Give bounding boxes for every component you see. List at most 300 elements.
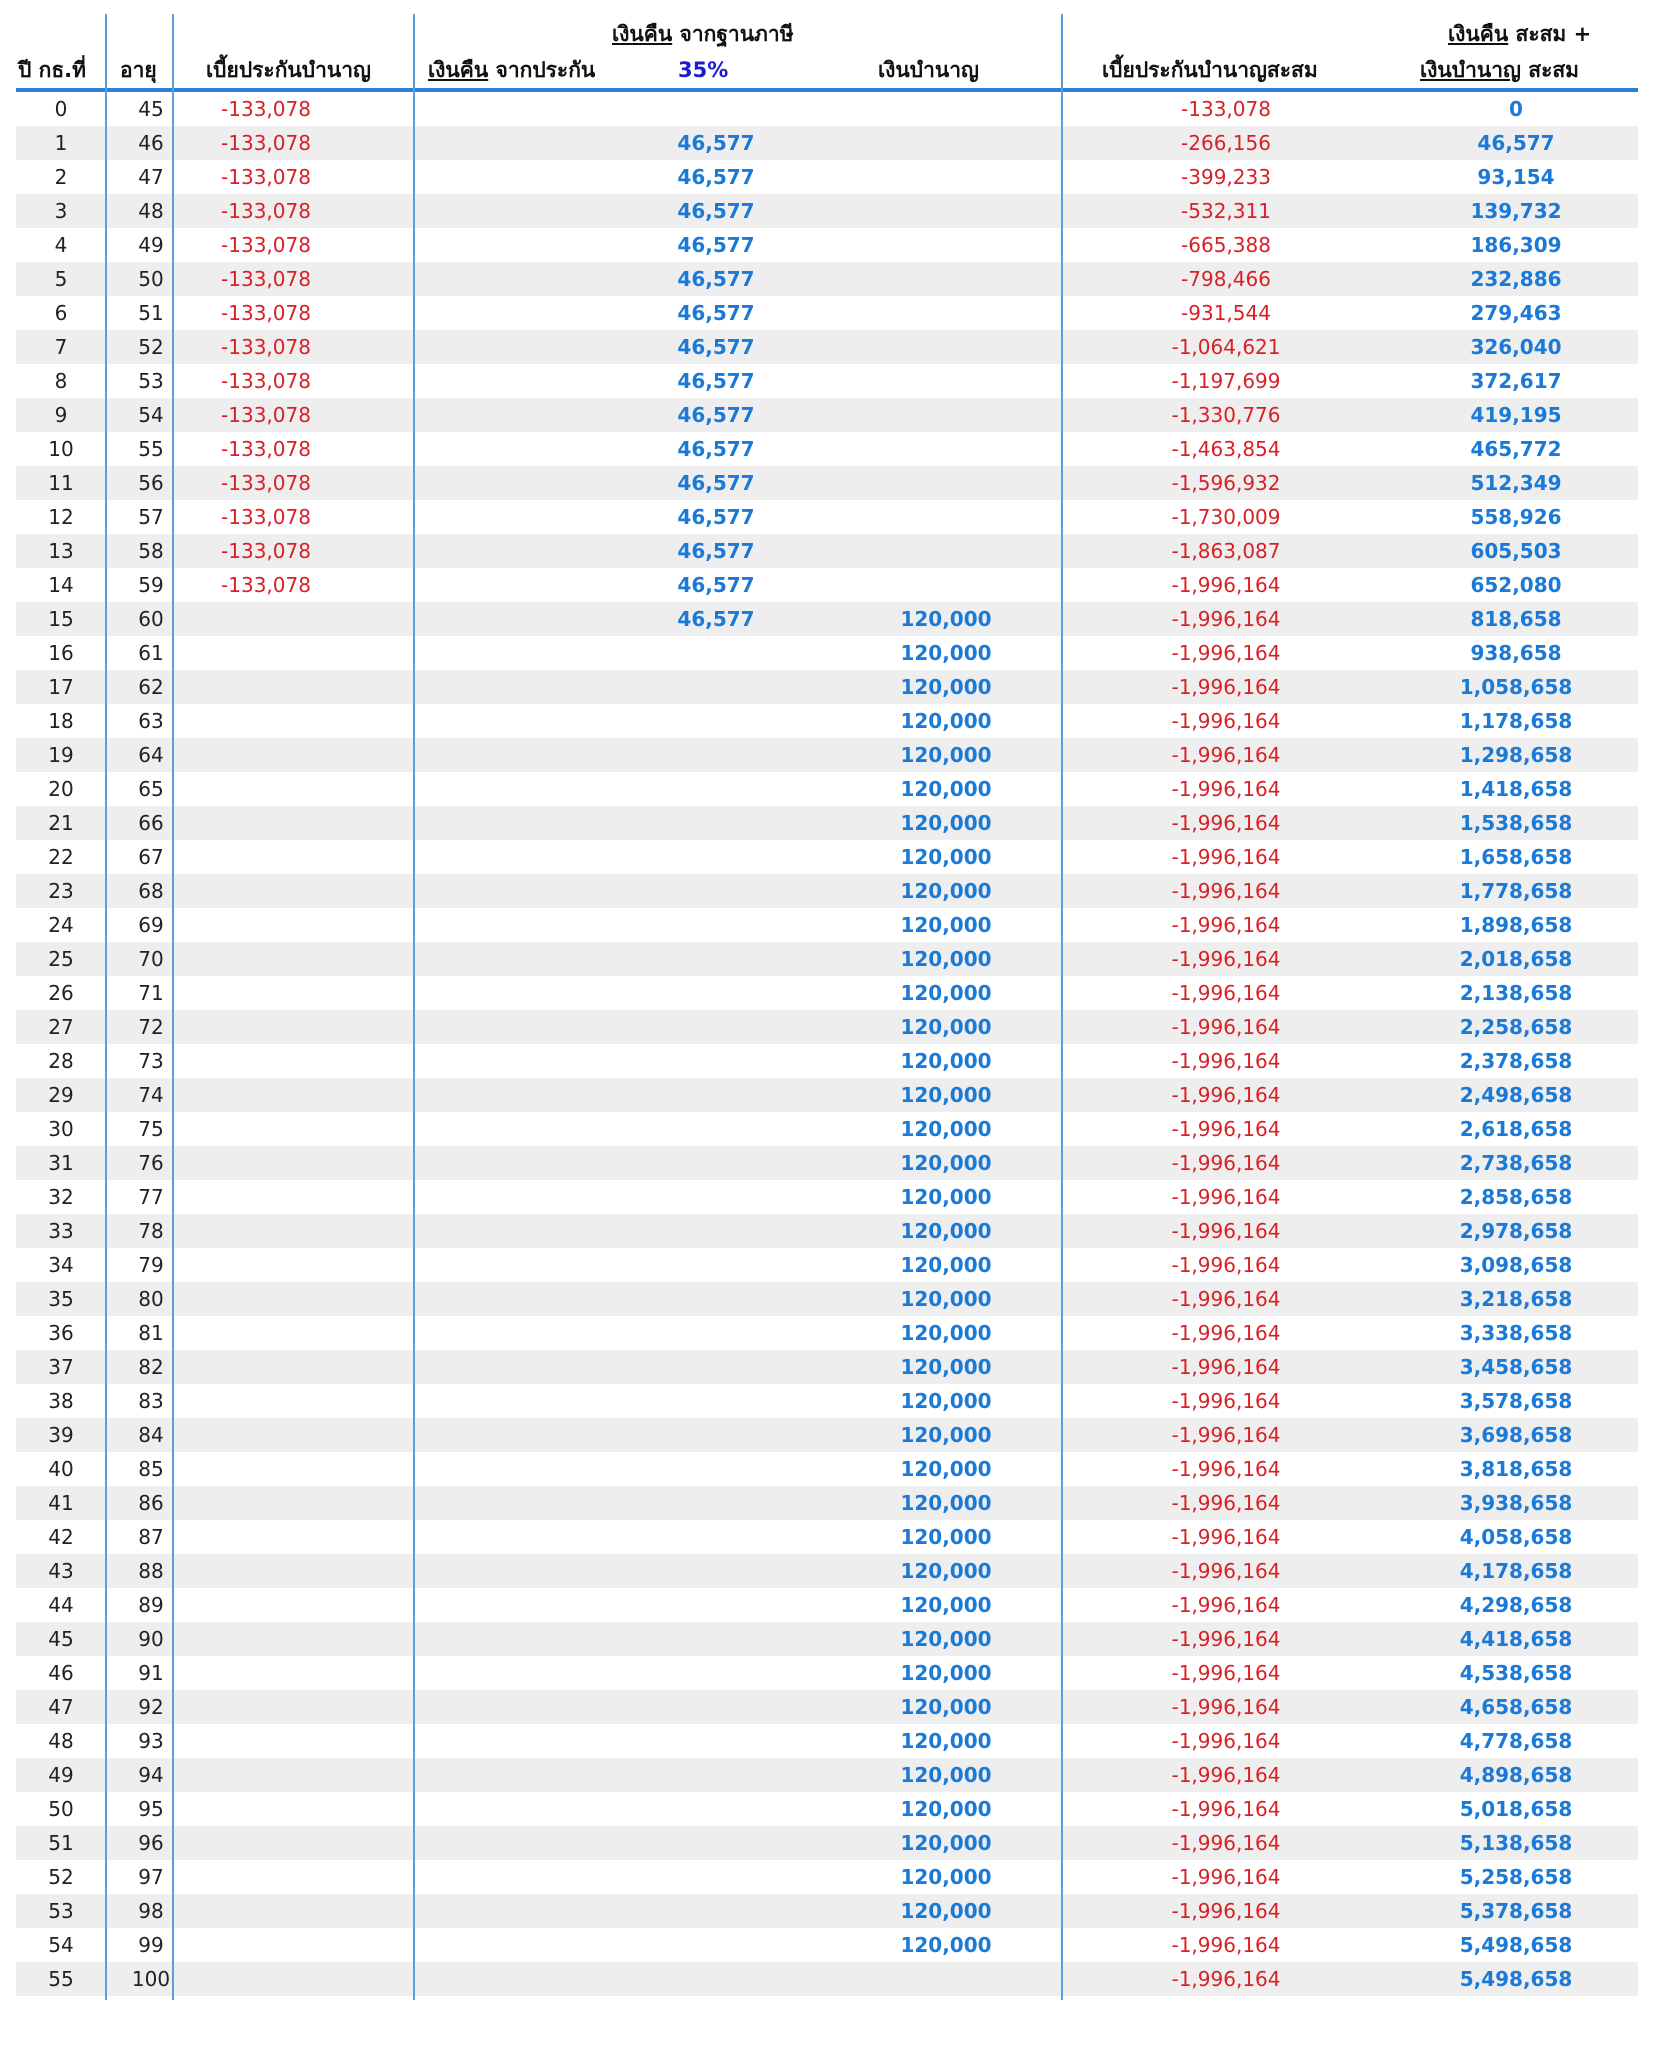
pension-cell: 120,000 (900, 1661, 992, 1685)
table-row (16, 466, 1638, 500)
cumulative-premium-cell: -1,996,164 (1171, 1967, 1281, 1991)
year-cell: 0 (54, 97, 68, 121)
premium-cell (166, 1214, 366, 1248)
cumulative-total-cell: 93,154 (1477, 165, 1555, 189)
cumulative-total-cell: 4,538,658 (1459, 1661, 1573, 1685)
age-cell: 57 (138, 505, 164, 529)
age-cell: 48 (138, 199, 164, 223)
table-row (16, 1622, 1638, 1656)
table-row (16, 1146, 1638, 1180)
table-row (16, 568, 1638, 602)
pension-cell: 120,000 (900, 1287, 992, 1311)
premium-cell: -133,078 (221, 165, 311, 189)
cumulative-total-cell: 1,538,658 (1459, 811, 1573, 835)
year-cell: 35 (48, 1287, 74, 1311)
age-cell: 85 (138, 1457, 164, 1481)
age-cell: 72 (138, 1015, 164, 1039)
cumulative-total-cell: 0 (1509, 97, 1523, 121)
pension-cell: 120,000 (900, 1355, 992, 1379)
age-cell: 51 (138, 301, 164, 325)
table-row (16, 670, 1638, 704)
cumulative-premium-cell: -1,996,164 (1171, 947, 1281, 971)
table-row (16, 500, 1638, 534)
premium-cell: -133,078 (221, 403, 311, 427)
pension-cell (796, 500, 1096, 534)
cumulative-total-cell: 1,658,658 (1459, 845, 1573, 869)
table-row (16, 432, 1638, 466)
table-row (16, 296, 1638, 330)
age-cell: 60 (138, 607, 164, 631)
year-cell: 48 (48, 1729, 74, 1753)
cumulative-premium-cell: -1,996,164 (1171, 845, 1281, 869)
age-cell: 49 (138, 233, 164, 257)
cumulative-premium-cell: -1,996,164 (1171, 1831, 1281, 1855)
cumulative-premium-cell: -1,996,164 (1171, 1491, 1281, 1515)
cumulative-total-cell: 5,258,658 (1459, 1865, 1573, 1889)
year-cell: 18 (48, 709, 74, 733)
table-row (16, 1894, 1638, 1928)
cumulative-total-cell: 1,418,658 (1459, 777, 1573, 801)
pension-cell: 120,000 (900, 743, 992, 767)
premium-cell (166, 1656, 366, 1690)
table-row (16, 1690, 1638, 1724)
cumulative-total-cell: 2,498,658 (1459, 1083, 1573, 1107)
pension-cell: 120,000 (900, 1899, 992, 1923)
pension-cell: 120,000 (900, 1117, 992, 1141)
refund-cell: 46,577 (677, 233, 755, 257)
cumulative-premium-cell: -1,996,164 (1171, 1015, 1281, 1039)
cumulative-premium-cell: -1,996,164 (1171, 1627, 1281, 1651)
year-cell: 29 (48, 1083, 74, 1107)
refund-cell: 46,577 (677, 199, 755, 223)
cumulative-premium-cell: -1,996,164 (1171, 1865, 1281, 1889)
age-cell: 71 (138, 981, 164, 1005)
cumulative-premium-cell: -931,544 (1181, 301, 1271, 325)
premium-cell (166, 772, 366, 806)
table-row (16, 262, 1638, 296)
header-cumulative-total-d: สะสม (1520, 58, 1580, 82)
premium-cell (166, 1146, 366, 1180)
age-cell: 96 (138, 1831, 164, 1855)
pension-cell: 120,000 (900, 777, 992, 801)
pension-cell: 120,000 (900, 1219, 992, 1243)
premium-cell (166, 1928, 366, 1962)
pension-cell: 120,000 (900, 879, 992, 903)
premium-cell (166, 1418, 366, 1452)
table-row (16, 772, 1638, 806)
pension-cell (796, 432, 1096, 466)
table-row (16, 126, 1638, 160)
premium-cell: -133,078 (221, 539, 311, 563)
cumulative-premium-cell: -1,330,776 (1171, 403, 1281, 427)
year-cell: 26 (48, 981, 74, 1005)
cumulative-total-cell: 5,498,658 (1459, 1967, 1573, 1991)
premium-cell (166, 704, 366, 738)
year-cell: 7 (54, 335, 68, 359)
column-divider (105, 14, 107, 2000)
table-row (16, 1112, 1638, 1146)
premium-cell: -133,078 (221, 97, 311, 121)
premium-cell (166, 1112, 366, 1146)
cumulative-premium-cell: -1,996,164 (1171, 743, 1281, 767)
premium-cell (166, 1078, 366, 1112)
cumulative-total-cell: 1,058,658 (1459, 675, 1573, 699)
year-cell: 9 (54, 403, 68, 427)
premium-cell (166, 1894, 366, 1928)
cumulative-total-cell: 652,080 (1470, 573, 1562, 597)
cumulative-total-cell: 818,658 (1470, 607, 1562, 631)
age-cell: 61 (138, 641, 164, 665)
table-row (16, 330, 1638, 364)
pension-cell (796, 228, 1096, 262)
cumulative-premium-cell: -665,388 (1181, 233, 1271, 257)
premium-cell: -133,078 (221, 233, 311, 257)
year-cell: 14 (48, 573, 74, 597)
table-row (16, 398, 1638, 432)
cumulative-premium-cell: -1,996,164 (1171, 811, 1281, 835)
year-cell: 3 (54, 199, 68, 223)
pension-cell (796, 92, 1096, 126)
year-cell: 34 (48, 1253, 74, 1277)
pension-cell: 120,000 (900, 947, 992, 971)
year-cell: 21 (48, 811, 74, 835)
age-cell: 81 (138, 1321, 164, 1345)
refund-cell: 46,577 (677, 573, 755, 597)
table-row (16, 1826, 1638, 1860)
age-cell: 89 (138, 1593, 164, 1617)
cumulative-premium-cell: -1,996,164 (1171, 1151, 1281, 1175)
cumulative-premium-cell: -1,996,164 (1171, 913, 1281, 937)
year-cell: 11 (48, 471, 74, 495)
pension-cell: 120,000 (900, 641, 992, 665)
pension-cell (796, 330, 1096, 364)
premium-cell: -133,078 (221, 199, 311, 223)
cumulative-premium-cell: -1,996,164 (1171, 1321, 1281, 1345)
cumulative-premium-cell: -266,156 (1181, 131, 1271, 155)
cumulative-total-cell: 4,658,658 (1459, 1695, 1573, 1719)
cumulative-premium-cell: -1,996,164 (1171, 573, 1281, 597)
table-row (16, 1180, 1638, 1214)
premium-cell (166, 1588, 366, 1622)
refund-cell: 46,577 (677, 505, 755, 529)
year-cell: 41 (48, 1491, 74, 1515)
header-age: อายุ (120, 58, 157, 82)
pension-cell: 120,000 (900, 1423, 992, 1447)
cumulative-total-cell: 605,503 (1470, 539, 1562, 563)
premium-cell (166, 908, 366, 942)
table-row (16, 1248, 1638, 1282)
cumulative-total-cell: 4,298,658 (1459, 1593, 1573, 1617)
cumulative-premium-cell: -1,996,164 (1171, 879, 1281, 903)
cumulative-total-cell: 2,378,658 (1459, 1049, 1573, 1073)
age-cell: 64 (138, 743, 164, 767)
table-row (16, 1282, 1638, 1316)
premium-cell (166, 1758, 366, 1792)
age-cell: 79 (138, 1253, 164, 1277)
pension-cell: 120,000 (900, 1797, 992, 1821)
age-cell: 65 (138, 777, 164, 801)
premium-cell (166, 1554, 366, 1588)
cumulative-premium-cell: -1,730,009 (1171, 505, 1281, 529)
cumulative-premium-cell: -1,064,621 (1171, 335, 1281, 359)
premium-cell: -133,078 (221, 369, 311, 393)
pension-cell (796, 364, 1096, 398)
year-cell: 23 (48, 879, 74, 903)
age-cell: 75 (138, 1117, 164, 1141)
cumulative-total-cell: 2,138,658 (1459, 981, 1573, 1005)
cumulative-total-cell: 3,578,658 (1459, 1389, 1573, 1413)
premium-cell: -133,078 (221, 471, 311, 495)
cumulative-premium-cell: -1,863,087 (1171, 539, 1281, 563)
premium-cell (166, 1520, 366, 1554)
premium-cell (166, 1724, 366, 1758)
cumulative-total-cell: 2,618,658 (1459, 1117, 1573, 1141)
age-cell: 77 (138, 1185, 164, 1209)
age-cell: 92 (138, 1695, 164, 1719)
cumulative-premium-cell: -1,996,164 (1171, 1797, 1281, 1821)
cumulative-premium-cell: -1,996,164 (1171, 1355, 1281, 1379)
table-row (16, 1350, 1638, 1384)
premium-cell (166, 1486, 366, 1520)
year-cell: 25 (48, 947, 74, 971)
cumulative-premium-cell: -1,996,164 (1171, 1185, 1281, 1209)
cumulative-total-cell: 3,338,658 (1459, 1321, 1573, 1345)
column-divider (172, 14, 174, 2000)
year-cell: 43 (48, 1559, 74, 1583)
cumulative-total-cell: 326,040 (1470, 335, 1562, 359)
pension-cell: 120,000 (900, 1389, 992, 1413)
cumulative-total-cell: 938,658 (1470, 641, 1562, 665)
pension-cell (796, 568, 1096, 602)
premium-cell: -133,078 (221, 573, 311, 597)
table-row (16, 1758, 1638, 1792)
cumulative-premium-cell: -133,078 (1181, 97, 1271, 121)
year-cell: 22 (48, 845, 74, 869)
cumulative-premium-cell: -1,996,164 (1171, 1219, 1281, 1243)
refund-cell: 46,577 (677, 539, 755, 563)
refund-cell: 46,577 (677, 369, 755, 393)
cumulative-premium-cell: -1,996,164 (1171, 1899, 1281, 1923)
cumulative-total-cell: 2,258,658 (1459, 1015, 1573, 1039)
premium-cell (166, 1860, 366, 1894)
premium-cell: -133,078 (221, 505, 311, 529)
cumulative-total-cell: 5,498,658 (1459, 1933, 1573, 1957)
pension-cell (796, 534, 1096, 568)
age-cell: 68 (138, 879, 164, 903)
cumulative-total-cell: 5,138,658 (1459, 1831, 1573, 1855)
column-divider (1061, 14, 1063, 2000)
refund-cell: 46,577 (677, 267, 755, 291)
table-row (16, 840, 1638, 874)
age-cell: 91 (138, 1661, 164, 1685)
cumulative-premium-cell: -1,996,164 (1171, 1423, 1281, 1447)
pension-cell (796, 398, 1096, 432)
table-row (16, 1078, 1638, 1112)
pension-cell: 120,000 (900, 1593, 992, 1617)
cumulative-total-cell: 1,898,658 (1459, 913, 1573, 937)
year-cell: 51 (48, 1831, 74, 1855)
cumulative-total-cell: 186,309 (1470, 233, 1562, 257)
refund-cell: 46,577 (677, 471, 755, 495)
cumulative-total-cell: 4,898,658 (1459, 1763, 1573, 1787)
table-row (16, 1554, 1638, 1588)
cumulative-total-cell: 4,778,658 (1459, 1729, 1573, 1753)
cumulative-premium-cell: -1,996,164 (1171, 675, 1281, 699)
table-row (16, 636, 1638, 670)
premium-cell (166, 806, 366, 840)
table-row (16, 534, 1638, 568)
pension-cell: 120,000 (900, 1695, 992, 1719)
cumulative-premium-cell: -1,996,164 (1171, 1253, 1281, 1277)
premium-cell (166, 1316, 366, 1350)
pension-cell (796, 160, 1096, 194)
column-divider (413, 14, 415, 2000)
premium-cell (166, 874, 366, 908)
cumulative-premium-cell: -1,996,164 (1171, 1661, 1281, 1685)
table-row (16, 1962, 1638, 1996)
premium-cell (166, 738, 366, 772)
refund-cell: 46,577 (677, 607, 755, 631)
cumulative-premium-cell: -1,996,164 (1171, 1933, 1281, 1957)
cumulative-premium-cell: -532,311 (1181, 199, 1271, 223)
pension-cell: 120,000 (900, 1831, 992, 1855)
premium-cell (166, 636, 366, 670)
table-row (16, 1792, 1638, 1826)
table-row (16, 160, 1638, 194)
cumulative-premium-cell: -1,996,164 (1171, 1593, 1281, 1617)
table-row (16, 704, 1638, 738)
table-row (16, 1010, 1638, 1044)
pension-cell: 120,000 (900, 1627, 992, 1651)
age-cell: 52 (138, 335, 164, 359)
age-cell: 97 (138, 1865, 164, 1889)
cumulative-premium-cell: -1,996,164 (1171, 1525, 1281, 1549)
year-cell: 50 (48, 1797, 74, 1821)
header-cumulative-total-c: เงินบำนาญ (1420, 58, 1521, 82)
pension-cell: 120,000 (900, 1083, 992, 1107)
age-cell: 87 (138, 1525, 164, 1549)
cumulative-total-cell: 372,617 (1470, 369, 1562, 393)
cumulative-premium-cell: -1,996,164 (1171, 1763, 1281, 1787)
header-cumulative-total-line2 (1420, 56, 1579, 84)
pension-cell (796, 1962, 1096, 1996)
premium-cell (166, 1962, 366, 1996)
header-tax-refund (612, 20, 794, 48)
pension-cell: 120,000 (900, 709, 992, 733)
cumulative-premium-cell: -1,463,854 (1171, 437, 1281, 461)
pension-cell: 120,000 (900, 1321, 992, 1345)
cumulative-premium-cell: -798,466 (1181, 267, 1271, 291)
year-cell: 45 (48, 1627, 74, 1651)
premium-cell (166, 1282, 366, 1316)
table-row (16, 806, 1638, 840)
pension-cell: 120,000 (900, 1049, 992, 1073)
cumulative-total-cell: 465,772 (1470, 437, 1562, 461)
table-row (16, 976, 1638, 1010)
age-cell: 95 (138, 1797, 164, 1821)
refund-cell: 46,577 (677, 131, 755, 155)
cumulative-total-cell: 419,195 (1470, 403, 1562, 427)
table-row (16, 1044, 1638, 1078)
header-tax-refund-b: จากฐานภาษี (672, 22, 794, 46)
year-cell: 10 (48, 437, 74, 461)
year-cell: 2 (54, 165, 68, 189)
cumulative-total-cell: 46,577 (1477, 131, 1555, 155)
cumulative-premium-cell: -1,996,164 (1171, 709, 1281, 733)
age-cell: 80 (138, 1287, 164, 1311)
pension-cell (796, 466, 1096, 500)
table-row (16, 1860, 1638, 1894)
table-row (16, 194, 1638, 228)
age-cell: 90 (138, 1627, 164, 1651)
cumulative-total-cell: 5,378,658 (1459, 1899, 1573, 1923)
age-cell: 69 (138, 913, 164, 937)
age-cell: 70 (138, 947, 164, 971)
premium-cell (166, 1248, 366, 1282)
premium-cell: -133,078 (221, 335, 311, 359)
premium-cell (166, 976, 366, 1010)
pension-cell (796, 194, 1096, 228)
age-cell: 66 (138, 811, 164, 835)
age-cell: 98 (138, 1899, 164, 1923)
year-cell: 37 (48, 1355, 74, 1379)
year-cell: 44 (48, 1593, 74, 1617)
age-cell: 78 (138, 1219, 164, 1243)
year-cell: 38 (48, 1389, 74, 1413)
year-cell: 13 (48, 539, 74, 563)
age-cell: 86 (138, 1491, 164, 1515)
cumulative-total-cell: 4,058,658 (1459, 1525, 1573, 1549)
pension-cell: 120,000 (900, 1185, 992, 1209)
pension-cell: 120,000 (900, 913, 992, 937)
age-cell: 47 (138, 165, 164, 189)
age-cell: 99 (138, 1933, 164, 1957)
cumulative-total-cell: 139,732 (1470, 199, 1562, 223)
pension-cell: 120,000 (900, 1525, 992, 1549)
pension-cell (796, 262, 1096, 296)
pension-cell: 120,000 (900, 981, 992, 1005)
header-refund-from-insurance-a: เงินคืน (428, 58, 489, 82)
cumulative-total-cell: 1,298,658 (1459, 743, 1573, 767)
header-refund-from-insurance-b: จากประกัน (488, 58, 596, 82)
age-cell: 84 (138, 1423, 164, 1447)
year-cell: 49 (48, 1763, 74, 1787)
premium-cell (166, 1452, 366, 1486)
year-cell: 15 (48, 607, 74, 631)
table-row (16, 1520, 1638, 1554)
table-row (16, 1486, 1638, 1520)
premium-cell: -133,078 (221, 437, 311, 461)
refund-cell: 46,577 (677, 335, 755, 359)
year-cell: 32 (48, 1185, 74, 1209)
header-cumulative-total-b: สะสม + (1508, 22, 1592, 46)
premium-cell (166, 670, 366, 704)
age-cell: 88 (138, 1559, 164, 1583)
table-row (16, 228, 1638, 262)
table-row (16, 1316, 1638, 1350)
year-cell: 12 (48, 505, 74, 529)
cumulative-premium-cell: -1,996,164 (1171, 1287, 1281, 1311)
pension-cell: 120,000 (900, 1015, 992, 1039)
table-row (16, 1588, 1638, 1622)
cumulative-premium-cell: -1,596,932 (1171, 471, 1281, 495)
cumulative-premium-cell: -399,233 (1181, 165, 1271, 189)
year-cell: 27 (48, 1015, 74, 1039)
cumulative-total-cell: 3,698,658 (1459, 1423, 1573, 1447)
table-row (16, 908, 1638, 942)
header-refund-from-insurance (428, 56, 595, 84)
year-cell: 40 (48, 1457, 74, 1481)
